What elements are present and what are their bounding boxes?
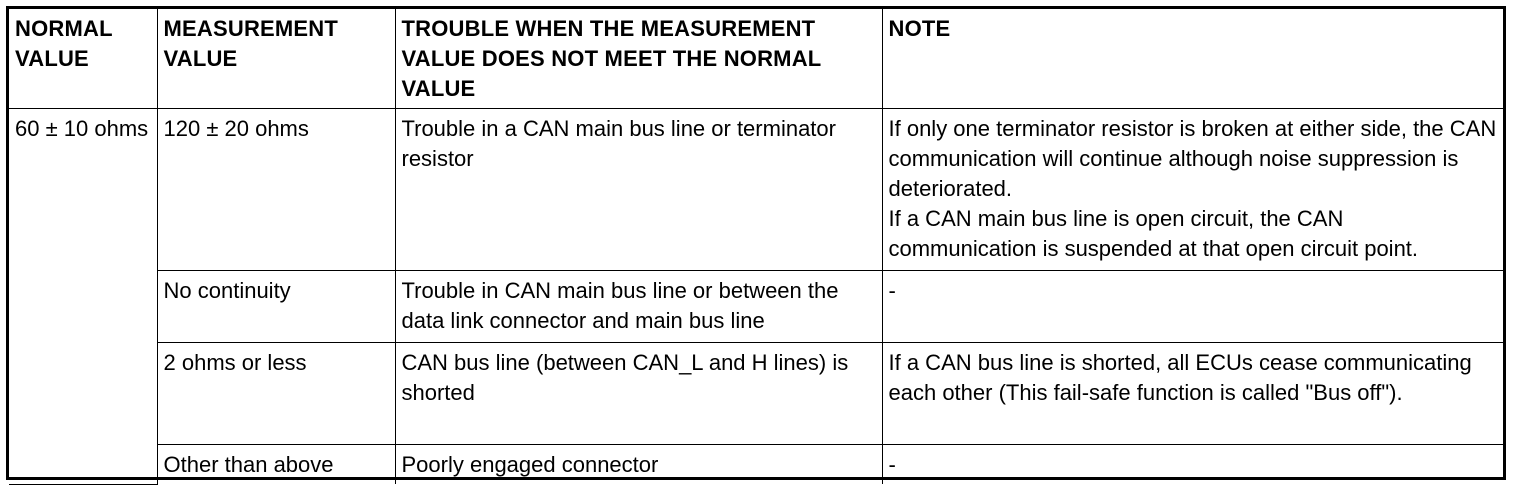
note-cell: -	[882, 445, 1503, 485]
normal-value-cell: 60 ± 10 ohms	[9, 109, 157, 485]
table-row	[9, 271, 1503, 343]
can-bus-resistance-table	[9, 9, 1503, 485]
note-cell: -	[882, 271, 1503, 343]
note-cell: If a CAN bus line is shorted, all ECUs cease communicating each other (This fail-safe function is called "Bus off").	[882, 343, 1503, 445]
trouble-cell: Poorly engaged connector	[395, 445, 882, 485]
trouble-cell: CAN bus line (between CAN_L and H lines) is shorted	[395, 343, 882, 445]
note-line: If only one terminator resistor is broken at either side, the CAN communication will continue although noise suppression is deteriorated.	[888, 116, 1497, 201]
table-row	[9, 445, 1503, 485]
header-trouble: TROUBLE WHEN THE MEASUREMENT VALUE DOES NOT MEET THE NORMAL VALUE	[395, 9, 882, 109]
table-row	[9, 343, 1503, 445]
note-line: If a CAN main bus line is open circuit, the CAN communication is suspended at that open circuit point.	[888, 206, 1419, 261]
measurement-cell: 2 ohms or less	[157, 343, 395, 445]
measurement-cell: 120 ± 20 ohms	[157, 109, 395, 271]
note-cell	[882, 109, 1503, 271]
trouble-cell: Trouble in CAN main bus line or between the data link connector and main bus line	[395, 271, 882, 343]
header-normal-value: NORMAL VALUE	[9, 9, 157, 109]
table-row	[9, 109, 1503, 271]
header-note: NOTE	[882, 9, 1503, 109]
measurement-cell: No continuity	[157, 271, 395, 343]
header-row	[9, 9, 1503, 109]
header-measurement-value: MEASUREMENT VALUE	[157, 9, 395, 109]
measurement-cell: Other than above	[157, 445, 395, 485]
can-bus-resistance-table-frame	[6, 6, 1506, 480]
trouble-cell: Trouble in a CAN main bus line or terminator resistor	[395, 109, 882, 271]
